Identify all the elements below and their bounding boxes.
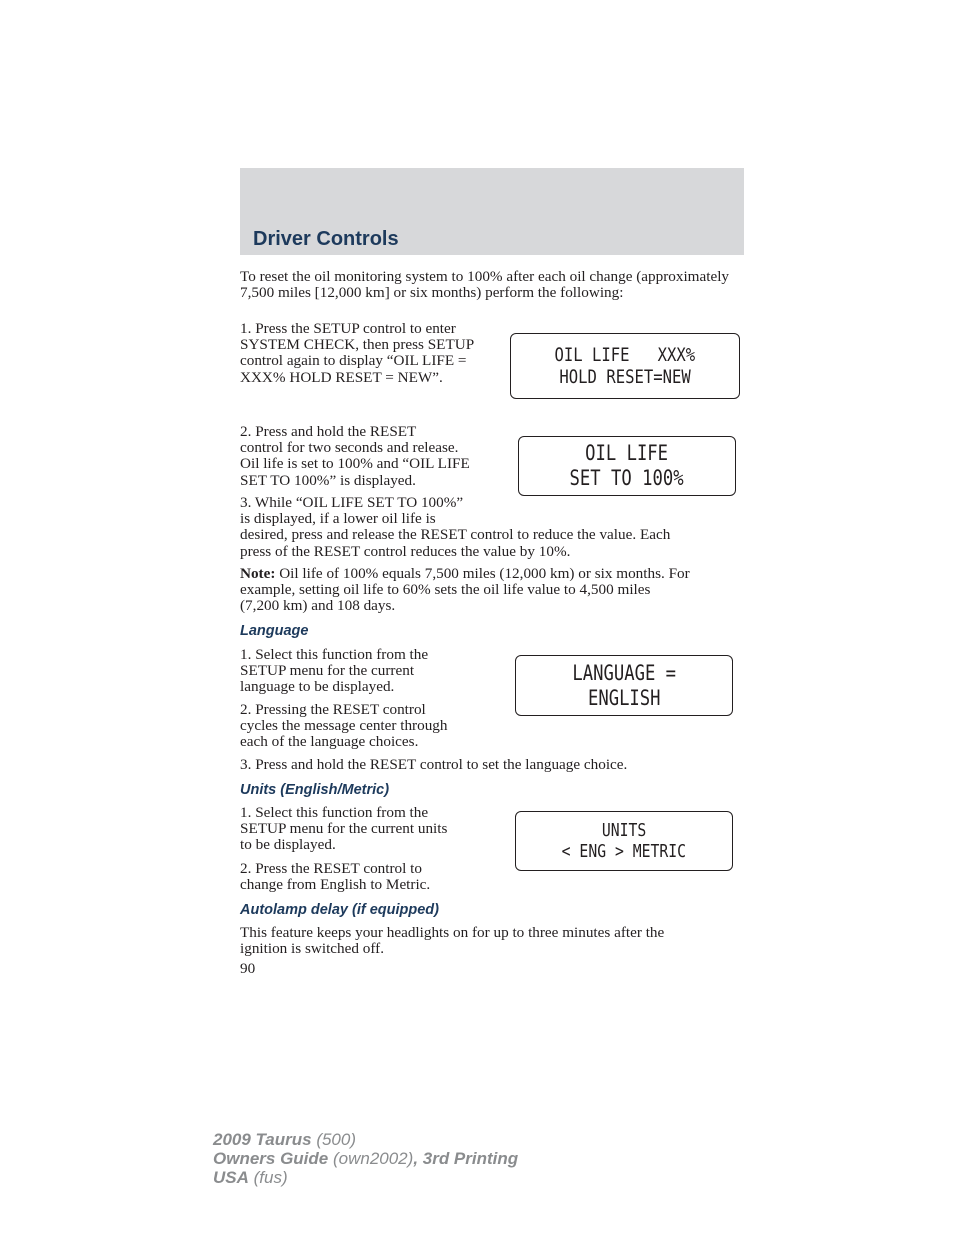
language-heading: Language [240, 623, 309, 639]
autolamp-heading: Autolamp delay (if equipped) [240, 902, 439, 918]
language-item-2: 2. Pressing the RESET control cycles the message center through each of the language choices. [240, 701, 448, 751]
page-number: 90 [240, 960, 256, 977]
footer-imprint: 2009 Taurus (500) Owners Guide (own2002), 3rd Printing USA (fus) [213, 1130, 519, 1187]
note-label: Note: [240, 565, 276, 582]
note-paragraph: Note: Oil life of 100% equals 7,500 miles (12,000 km) or six months. For example, setting oil life to 60% sets the oil life value to 4,500 miles (7,200 km) and 108 days. [240, 565, 690, 615]
display-line: < ENG > METRIC [561, 841, 687, 862]
display-oil-life-set [518, 436, 736, 496]
display-line: OIL LIFE XXX% [554, 344, 696, 366]
display-line: LANGUAGE = [572, 660, 676, 685]
intro-paragraph: To reset the oil monitoring system to 100% after each oil change (approximately 7,500 miles [12,000 km] or six months) perform the following: [240, 268, 730, 302]
display-oil-life-xxx [510, 333, 740, 399]
display-line: UNITS [601, 820, 647, 841]
step-2: 2. Press and hold the RESET control for two seconds and release. Oil life is set to 100% and “OIL LIFE SET TO 100%” is displayed. [240, 423, 470, 489]
units-heading: Units (English/Metric) [240, 782, 390, 798]
step-3: 3. While “OIL LIFE SET TO 100%” is displayed, if a lower oil life is desired, press and release the RESET control to reduce the value. Each press of the RESET control reduces the value by 10%. [240, 494, 671, 560]
units-item-2: 2. Press the RESET control to change from English to Metric. [240, 860, 431, 894]
units-item-1: 1. Select this function from the SETUP menu for the current units to be displayed. [240, 804, 448, 854]
display-units [515, 811, 733, 871]
display-line: SET TO 100% [569, 466, 685, 490]
display-line: HOLD RESET=NEW [559, 366, 691, 388]
section-title: Driver Controls [253, 228, 399, 250]
display-line: ENGLISH [587, 685, 661, 710]
display-language [515, 655, 733, 716]
language-item-3: 3. Press and hold the RESET control to set the language choice. [240, 756, 628, 773]
display-line: OIL LIFE [585, 441, 669, 465]
step-1: 1. Press the SETUP control to enter SYSTEM CHECK, then press SETUP control again to display “OIL LIFE = XXX% HOLD RESET = NEW”. [240, 320, 475, 386]
language-item-1: 1. Select this function from the SETUP menu for the current language to be displayed. [240, 646, 429, 696]
autolamp-paragraph: This feature keeps your headlights on for up to three minutes after the ignition is switched off. [240, 924, 665, 958]
